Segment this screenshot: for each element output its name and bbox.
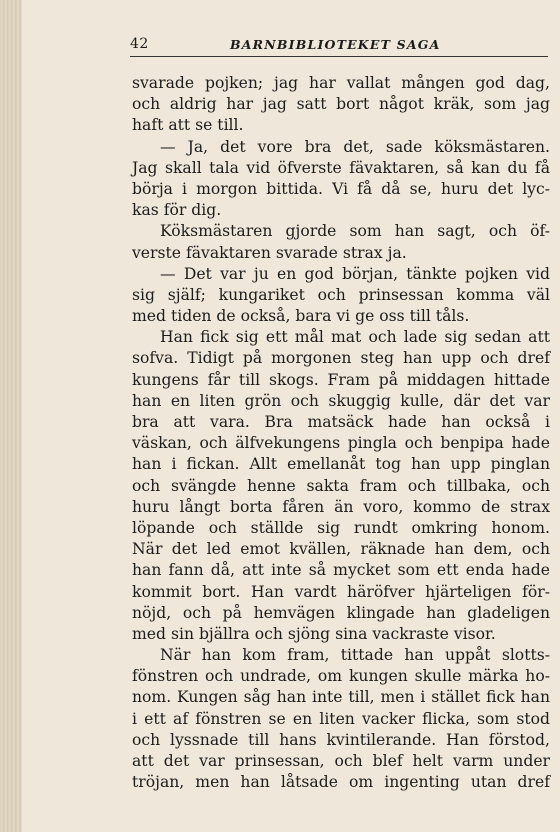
text-line: han fann då, att inte så mycket som ett enda hade [132,561,550,580]
text-line: nöjd, och på hemvägen klingade han gladeligen [132,603,550,622]
text-line: Köksmästaren gjorde som han sagt, och öf- [160,222,550,241]
text-line: i ett af fönstren se en liten vacker flicka, som stod [132,709,550,728]
text-line: och svängde henne sakta fram och tillbaka, och [132,476,550,495]
text-line: tröjan, men han låtsade om ingenting utan dref [132,773,550,792]
text-line: löpande och ställde sig rundt omkring honom. [132,518,550,537]
text-line: han i fickan. Allt emellanåt tog han upp pinglan [132,455,550,474]
text-line: kas för dig. [132,201,222,220]
text-line: verste fävaktaren svarade strax ja. [132,243,407,262]
text-line: och lyssnade till hans kvintilerande. Han förstod, [132,730,550,749]
text-line: och aldrig har jag satt bort något kräk, som jag [132,95,550,114]
text-line: sofva. Tidigt på morgonen steg han upp och dref [132,349,550,368]
text-line: När han kom fram, tittade han uppåt slotts- [160,646,550,665]
running-title: BARNBIBLIOTEKET SAGA [230,37,441,52]
page-stack-edges [0,0,22,832]
text-line: huru långt borta fåren än voro, kommo de strax [132,497,550,516]
text-line: — Det var ju en god början, tänkte pojken vid [160,264,550,283]
text-line: fönstren och undrade, om kungen skulle märka ho- [132,667,550,686]
text-line: med sin bjällra och sjöng sina vackraste visor. [132,624,496,643]
text-line: haft att se till. [132,116,244,135]
text-line: Jag skall tala vid öfverste fävaktaren, så kan du få [132,158,550,177]
text-line: bra att vara. Bra matsäck hade han också i [132,413,550,431]
text-line: nom. Kungen såg han inte till, men i stället fick han [132,688,550,707]
text-line: han en liten grön och skuggig kulle, där det var [132,391,550,410]
page-header [130,36,548,57]
text-line: När det led emot kvällen, räknade han dem, och [132,540,550,559]
text-line: — Ja, det vore bra det, sade köksmästaren. [160,137,550,156]
body-text [132,73,550,793]
text-line: börja i morgon bittida. Vi få då se, huru det lyc- [132,179,550,198]
page-number: 42 [130,36,149,52]
text-line: att det var prinsessan, och blef helt varm under [132,752,550,770]
text-line: kungens får till skogs. Fram på middagen hittade [132,370,550,389]
text-line: Han fick sig ett mål mat och lade sig sedan att [160,328,550,347]
text-line: sig själf; kungariket och prinsessan komma väl [132,285,550,304]
text-line: väskan, och älfvekungens pingla och benpipa hade [132,434,550,453]
text-line: med tiden de också, bara vi ge oss till tåls. [132,307,470,326]
text-line: svarade pojken; jag har vallat mången god dag, [132,74,550,92]
text-line: kommit bort. Han vardt häröfver hjärteligen för- [132,582,550,601]
